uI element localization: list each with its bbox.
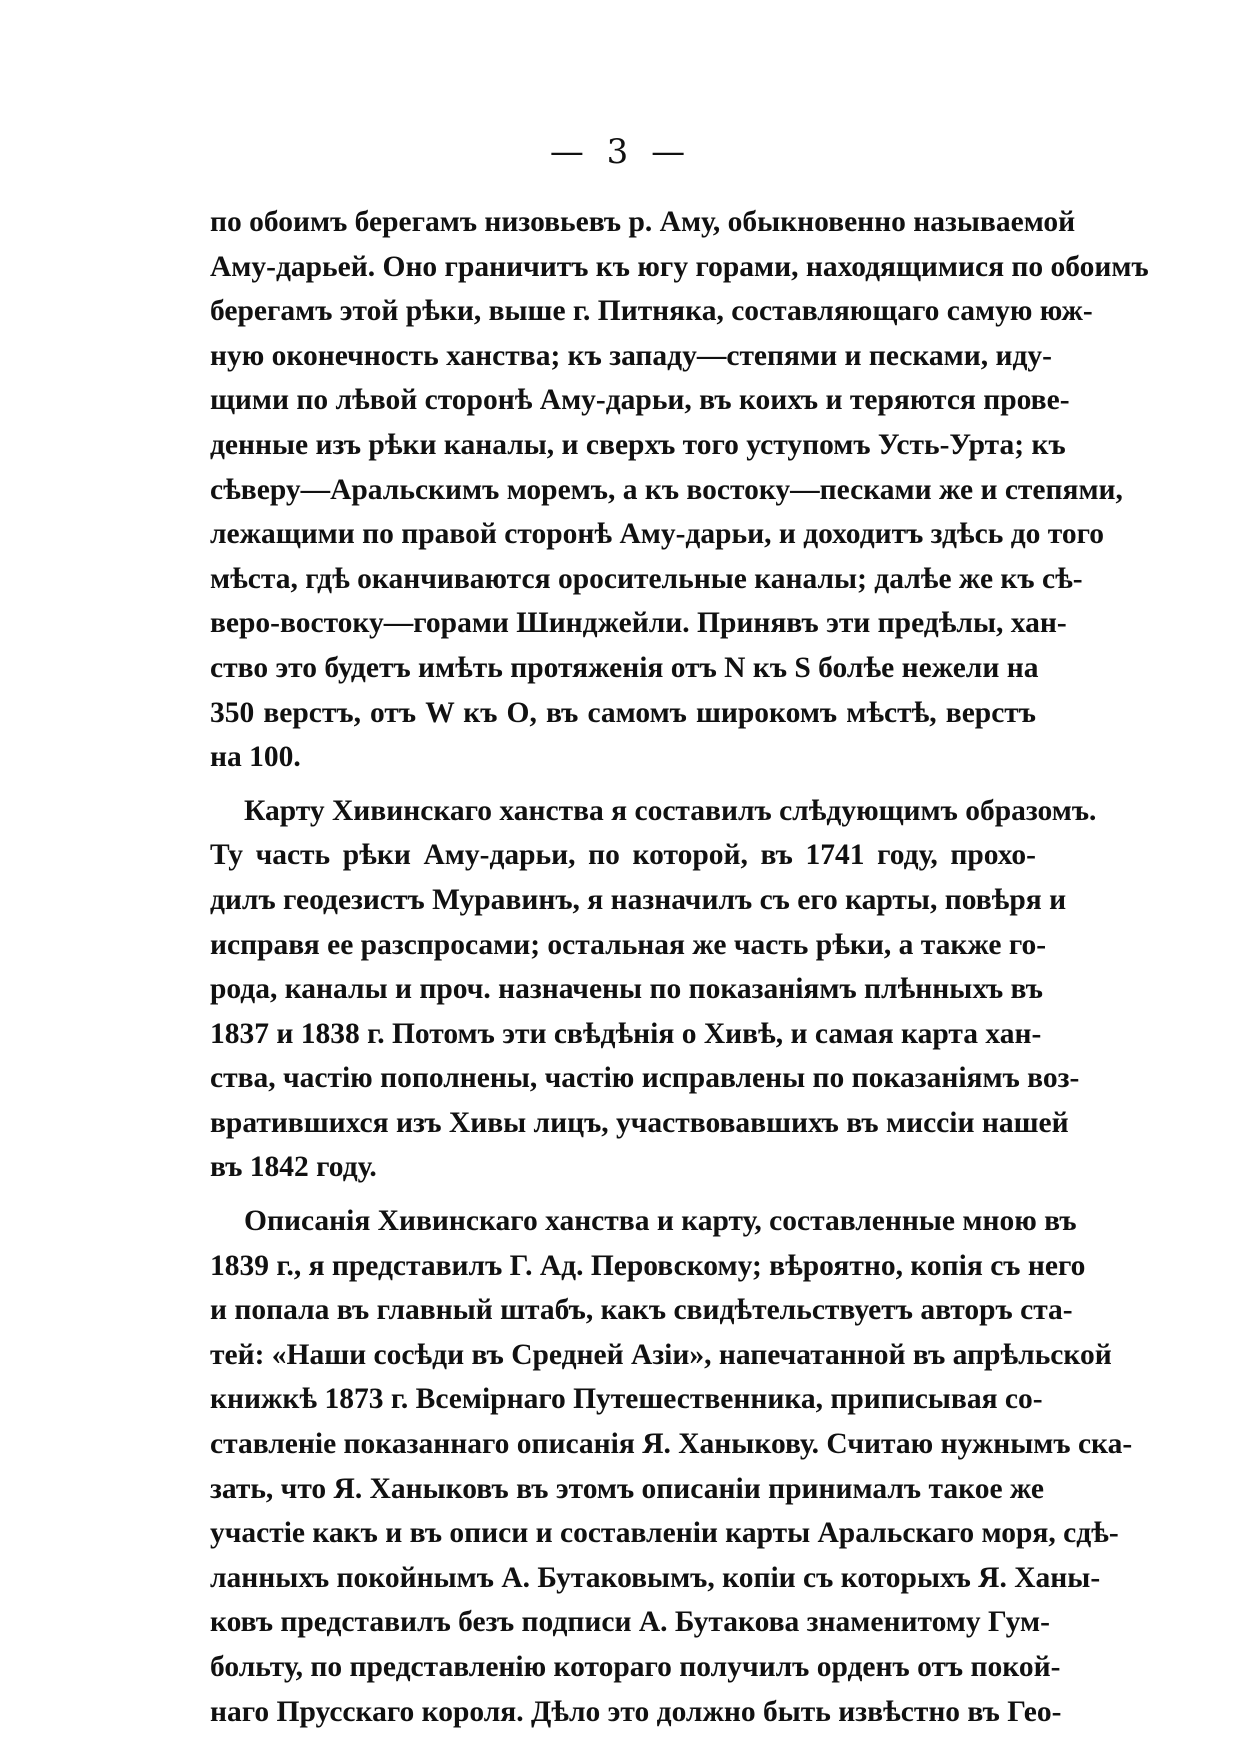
text-line: на 100. [210, 741, 301, 774]
text-line: ную оконечность ханства; къ западу—степями и песками, иду- [210, 339, 1053, 372]
text-line: денные изъ рѣки каналы, и сверхъ того уступомъ Усть-Урта; къ [210, 428, 1066, 461]
text-line: исправя ее разспросами; остальная же часть рѣки, а также го- [210, 928, 1047, 961]
text-line: Описанія Хивинскаго ханства и карту, составленные мною въ [244, 1205, 1077, 1238]
body-text [210, 200, 1149, 1734]
text-line: дилъ геодезистъ Муравинъ, я назначилъ съ его карты, повѣря и [210, 883, 1067, 916]
text-line: наго Прусскаго короля. Дѣло это должно быть извѣстно въ Гео- [210, 1695, 1062, 1728]
page-number: — 3 — [549, 132, 692, 172]
text-line: въ 1842 году. [210, 1151, 377, 1184]
paragraph-1 [210, 200, 1149, 780]
text-line: веро-востоку—горами Шинджейли. Принявъ эти предѣлы, хан- [210, 607, 1067, 640]
text-line: ланныхъ покойнымъ А. Бутаковымъ, копіи съ которыхъ Я. Ханы- [210, 1561, 1101, 1594]
text-line: 350 верстъ, отъ W къ O, въ самомъ широкомъ мѣстѣ, верстъ [210, 696, 1036, 729]
text-line: ство это будетъ имѣть протяженія отъ N къ S болѣе нежели на [210, 651, 1039, 684]
text-line: Ту часть рѣки Аму-дарьи, по которой, въ 1741 году, прохо- [210, 839, 1036, 872]
text-line: зать, что Я. Ханыковъ въ этомъ описаніи принималъ такое же [210, 1472, 1045, 1505]
text-line: вратившихся изъ Хивы лицъ, участвовавшихъ въ миссіи нашей [210, 1106, 1069, 1139]
paragraph-3 [210, 1199, 1133, 1734]
text-line: больту, по представленію котораго получилъ орденъ отъ покой- [210, 1651, 1061, 1683]
text-line: сѣверу—Аральскимъ моремъ, а къ востоку—песками же и степями, [210, 473, 1123, 506]
text-line: Аму-дарьей. Оно граничитъ къ югу горами, находящимися по обоимъ [210, 250, 1149, 283]
text-line: участіе какъ и въ описи и составленіи карты Аральскаго моря, сдѣ- [210, 1517, 1119, 1550]
text-line: 1837 и 1838 г. Потомъ эти свѣдѣнія о Хивѣ, и самая карта хан- [210, 1017, 1042, 1050]
text-line: рода, каналы и проч. назначены по показаніямъ плѣнныхъ въ [210, 973, 1043, 1006]
text-line: тей: «Наши сосѣди въ Средней Азіи», напечатанной въ апрѣльской [210, 1338, 1112, 1371]
text-line: и попала въ главный штабъ, какъ свидѣтельствуетъ авторъ ста- [210, 1294, 1073, 1327]
text-line: берегамъ этой рѣки, выше г. Питняка, составляющаго самую юж- [210, 295, 1093, 328]
text-line: Карту Хивинскаго ханства я составилъ слѣдующимъ образомъ. [244, 794, 1097, 827]
text-line: лежащими по правой сторонѣ Аму-дарьи, и доходитъ здѣсь до того [210, 518, 1105, 551]
text-line: книжкѣ 1873 г. Всемірнаго Путешественника, приписывая со- [210, 1383, 1043, 1416]
text-line: 1839 г., я представилъ Г. Ад. Перовскому; вѣроятно, копія съ него [210, 1249, 1086, 1282]
text-line: мѣста, гдѣ оканчиваются оросительные каналы; далѣе же къ сѣ- [210, 562, 1083, 595]
text-line: ковъ представилъ безъ подписи А. Бутакова знаменитому Гум- [210, 1606, 1050, 1639]
paragraph-2 [210, 789, 1097, 1190]
text-line: щими по лѣвой сторонѣ Аму-дарьи, въ коихъ и теряются прове- [210, 384, 1070, 417]
text-line: по обоимъ берегамъ низовьевъ р. Аму, обыкновенно называемой [210, 206, 1076, 238]
text-line: ства, частію пополнены, частію исправлены по показаніямъ воз- [210, 1062, 1080, 1095]
text-line: ставленіе показаннаго описанія Я. Ханыкову. Считаю нужнымъ ска- [210, 1428, 1133, 1461]
